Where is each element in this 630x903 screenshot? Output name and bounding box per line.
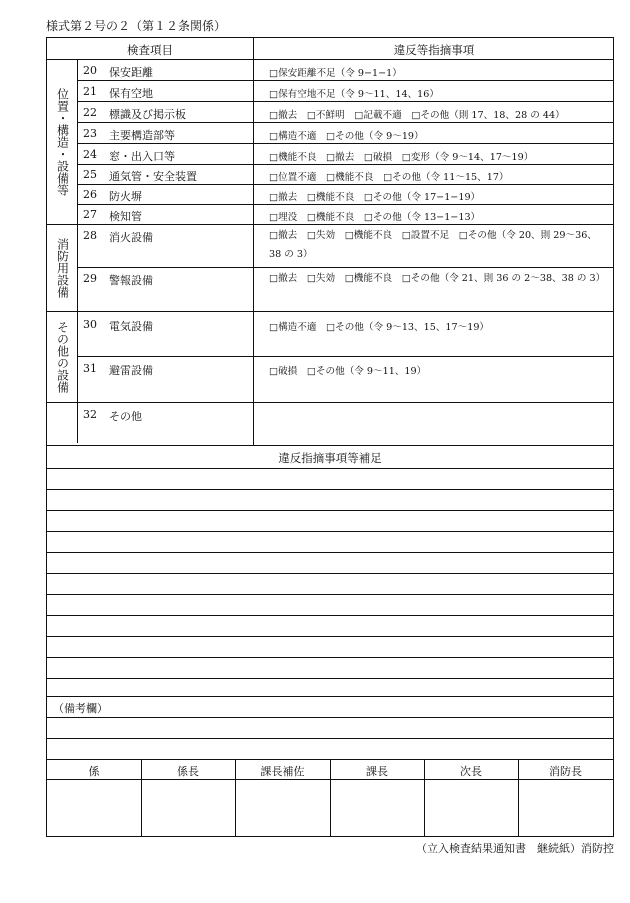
signature-header: 係長 xyxy=(177,765,199,778)
item-check: □機能不良 □撤去 □破損 □変形（令 9〜14、17〜19） xyxy=(269,152,534,163)
item-number: 28 xyxy=(83,229,97,242)
item-name: 避雷設備 xyxy=(109,364,153,377)
form-id: 様式第２号の２（第１２条関係） xyxy=(46,19,227,33)
item-name: 保有空地 xyxy=(109,87,153,100)
category-fire-equipment: 消防用設備 xyxy=(55,238,70,298)
item-name: 窓・出入口等 xyxy=(109,150,175,163)
item-check: □撤去 □失効 □機能不良 □設置不足 □その他（令 20、則 29〜36、38 の 3） xyxy=(269,230,597,260)
item-number: 30 xyxy=(83,318,97,331)
category-other-equipment: その他の設備 xyxy=(55,321,70,393)
item-number: 32 xyxy=(83,408,97,421)
item-name: 通気管・安全装置 xyxy=(109,170,197,183)
item-check: □構造不適 □その他（令 9〜13、15、17〜19） xyxy=(269,322,490,333)
item-check: □埋没 □機能不良 □その他（令 13−1−13） xyxy=(269,212,481,223)
signature-header: 課長補佐 xyxy=(260,765,305,778)
item-number: 20 xyxy=(83,64,97,77)
item-number: 22 xyxy=(83,106,97,119)
signature-header: 次長 xyxy=(460,765,482,778)
item-number: 31 xyxy=(83,362,97,375)
item-check: □撤去 □失効 □機能不良 □その他（令 21、則 36 の 2〜38、38 の 3） xyxy=(269,273,606,284)
footer-note: （立入検査結果通知書 継続紙）消防控 xyxy=(416,842,614,855)
item-check: □撤去 □機能不良 □その他（令 17−1−19） xyxy=(269,192,481,203)
item-check: □破損 □その他（令 9〜11、19） xyxy=(269,366,427,377)
column-divider xyxy=(253,38,254,445)
category-position-structure: 位置・構造・設備等 xyxy=(55,88,70,196)
supplement-title: 違反指摘事項等補足 xyxy=(278,451,382,465)
item-name: 保安距離 xyxy=(109,66,153,79)
signature-header: 課長 xyxy=(366,765,388,778)
item-name: 警報設備 xyxy=(109,274,153,287)
item-number: 27 xyxy=(83,208,97,221)
signature-header: 係 xyxy=(88,765,100,778)
item-name: 主要構造部等 xyxy=(109,129,175,142)
item-name: 消火設備 xyxy=(109,231,153,244)
item-number: 29 xyxy=(83,272,97,285)
item-number: 24 xyxy=(83,148,97,161)
item-name: 検知管 xyxy=(109,210,142,223)
header-inspection-items: 検査項目 xyxy=(127,43,173,57)
item-name: 標識及び掲示板 xyxy=(109,108,186,121)
item-number: 23 xyxy=(83,127,97,140)
item-check: □保有空地不足（令 9〜11、14、16） xyxy=(269,89,439,100)
category-divider xyxy=(77,59,78,443)
item-check: □保安距離不足（令 9−1−1） xyxy=(269,68,402,79)
item-name: 電気設備 xyxy=(109,320,153,333)
header-violation-items: 違反等指摘事項 xyxy=(393,43,475,57)
item-name: 防火塀 xyxy=(109,190,142,203)
item-name: その他 xyxy=(109,410,142,423)
inspection-sheet xyxy=(46,37,614,837)
item-check: □構造不適 □その他（令 9〜19） xyxy=(269,131,424,142)
remarks-label: （備考欄） xyxy=(53,702,108,715)
item-check: □位置不適 □機能不良 □その他（令 11〜15、17） xyxy=(269,172,509,183)
item-number: 25 xyxy=(83,168,97,181)
item-number: 21 xyxy=(83,85,97,98)
item-number: 26 xyxy=(83,188,97,201)
item-check: □撤去 □不鮮明 □記載不適 □その他（則 17、18、28 の 44） xyxy=(269,110,565,121)
signature-header: 消防長 xyxy=(549,765,582,778)
